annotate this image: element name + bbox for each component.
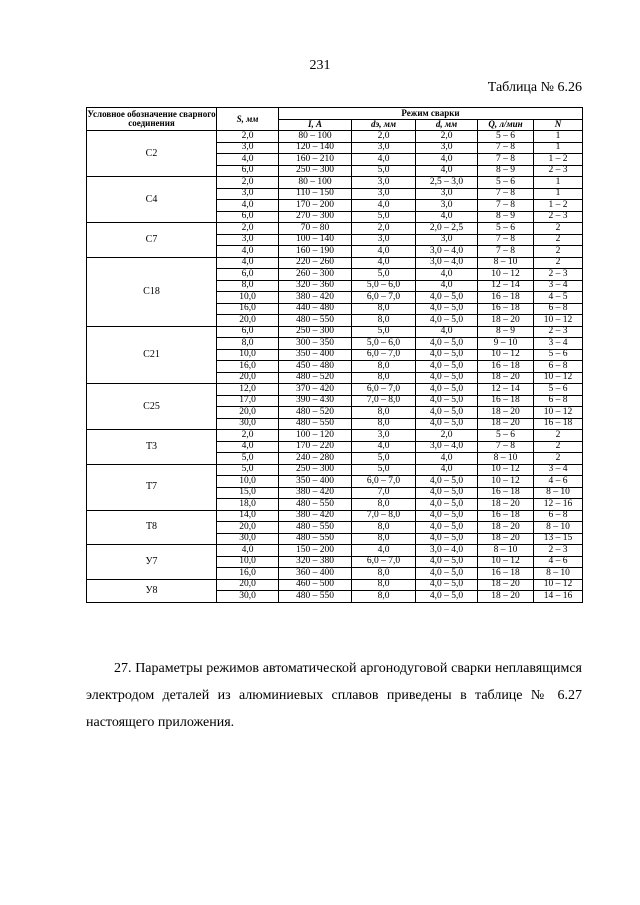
electrode-diameter-cell: 3,0 [352, 234, 416, 246]
gas-flow-cell: 5 – 6 [478, 177, 534, 189]
joint-designation-cell: С2 [87, 131, 217, 177]
current-cell: 300 – 350 [279, 338, 352, 350]
thickness-cell: 3,0 [217, 188, 279, 200]
gas-flow-cell: 8 – 9 [478, 165, 534, 177]
electrode-diameter-cell: 6,0 – 7,0 [352, 292, 416, 304]
current-cell: 380 – 420 [279, 510, 352, 522]
thickness-cell: 20,0 [217, 315, 279, 327]
filler-diameter-cell: 4,0 [416, 453, 478, 465]
thickness-cell: 14,0 [217, 510, 279, 522]
electrode-diameter-cell: 4,0 [352, 246, 416, 258]
passes-cell: 1 – 2 [534, 200, 583, 212]
header-thickness: S, мм [217, 108, 279, 131]
thickness-cell: 4,0 [217, 441, 279, 453]
thickness-cell: 20,0 [217, 407, 279, 419]
passes-cell: 1 [534, 188, 583, 200]
gas-flow-cell: 8 – 9 [478, 211, 534, 223]
gas-flow-cell: 18 – 20 [478, 522, 534, 534]
filler-diameter-cell: 3,0 [416, 142, 478, 154]
passes-cell: 2 [534, 257, 583, 269]
passes-cell: 1 [534, 131, 583, 143]
gas-flow-cell: 18 – 20 [478, 579, 534, 591]
header-designation: Условное обозначение сварного соединения [87, 108, 217, 131]
current-cell: 320 – 380 [279, 556, 352, 568]
thickness-cell: 2,0 [217, 131, 279, 143]
filler-diameter-cell: 4,0 – 5,0 [416, 349, 478, 361]
thickness-cell: 4,0 [217, 545, 279, 557]
thickness-cell: 4,0 [217, 200, 279, 212]
electrode-diameter-cell: 6,0 – 7,0 [352, 476, 416, 488]
filler-diameter-cell: 4,0 – 5,0 [416, 395, 478, 407]
gas-flow-cell: 16 – 18 [478, 361, 534, 373]
electrode-diameter-cell: 7,0 – 8,0 [352, 395, 416, 407]
filler-diameter-cell: 3,0 – 4,0 [416, 246, 478, 258]
passes-cell: 2 [534, 430, 583, 442]
gas-flow-cell: 18 – 20 [478, 407, 534, 419]
body-paragraph: 27. Параметры режимов автоматической аргонодуговой сварки неплавящимся электродом деталей из алюминиевых сплавов приведены в таблице № 6.27 настоящего приложения. [86, 661, 582, 730]
passes-cell: 2 [534, 441, 583, 453]
joint-designation-cell: У7 [87, 545, 217, 580]
filler-diameter-cell: 4,0 – 5,0 [416, 338, 478, 350]
gas-flow-cell: 7 – 8 [478, 246, 534, 258]
electrode-diameter-cell: 7,0 [352, 487, 416, 499]
electrode-diameter-cell: 4,0 [352, 154, 416, 166]
electrode-diameter-cell: 3,0 [352, 188, 416, 200]
current-cell: 170 – 220 [279, 441, 352, 453]
current-cell: 250 – 300 [279, 464, 352, 476]
thickness-cell: 4,0 [217, 246, 279, 258]
passes-cell: 1 [534, 177, 583, 189]
passes-cell: 2 – 3 [534, 545, 583, 557]
joint-designation-cell: С18 [87, 257, 217, 326]
passes-cell: 14 – 16 [534, 591, 583, 603]
thickness-cell: 5,0 [217, 464, 279, 476]
thickness-cell: 30,0 [217, 533, 279, 545]
gas-flow-cell: 7 – 8 [478, 441, 534, 453]
table-row [87, 177, 583, 189]
joint-designation-cell: У8 [87, 579, 217, 602]
header-regime: Режим сварки [279, 108, 583, 120]
filler-diameter-cell: 3,0 – 4,0 [416, 257, 478, 269]
table-body [87, 131, 583, 603]
gas-flow-cell: 16 – 18 [478, 510, 534, 522]
thickness-cell: 8,0 [217, 280, 279, 292]
passes-cell: 6 – 8 [534, 361, 583, 373]
thickness-cell: 10,0 [217, 349, 279, 361]
gas-flow-cell: 10 – 12 [478, 269, 534, 281]
current-cell: 80 – 100 [279, 177, 352, 189]
filler-diameter-cell: 4,0 – 5,0 [416, 315, 478, 327]
gas-flow-cell: 9 – 10 [478, 338, 534, 350]
passes-cell: 10 – 12 [534, 315, 583, 327]
electrode-diameter-cell: 5,0 [352, 464, 416, 476]
passes-cell: 3 – 4 [534, 464, 583, 476]
electrode-diameter-cell: 3,0 [352, 177, 416, 189]
filler-diameter-cell: 4,0 – 5,0 [416, 372, 478, 384]
passes-cell: 2 [534, 223, 583, 235]
electrode-diameter-cell: 5,0 [352, 269, 416, 281]
thickness-cell: 30,0 [217, 418, 279, 430]
passes-cell: 1 [534, 142, 583, 154]
thickness-cell: 8,0 [217, 338, 279, 350]
gas-flow-cell: 7 – 8 [478, 234, 534, 246]
filler-diameter-cell: 2,5 – 3,0 [416, 177, 478, 189]
current-cell: 320 – 360 [279, 280, 352, 292]
filler-diameter-cell: 4,0 [416, 154, 478, 166]
thickness-cell: 2,0 [217, 430, 279, 442]
passes-cell: 8 – 10 [534, 487, 583, 499]
passes-cell: 4 – 5 [534, 292, 583, 304]
gas-flow-cell: 16 – 18 [478, 568, 534, 580]
passes-cell: 2 – 3 [534, 269, 583, 281]
thickness-cell: 6,0 [217, 165, 279, 177]
table-row [87, 384, 583, 396]
gas-flow-cell: 16 – 18 [478, 487, 534, 499]
passes-cell: 6 – 8 [534, 510, 583, 522]
current-cell: 440 – 480 [279, 303, 352, 315]
current-cell: 450 – 480 [279, 361, 352, 373]
electrode-diameter-cell: 8,0 [352, 418, 416, 430]
current-cell: 240 – 280 [279, 453, 352, 465]
current-cell: 380 – 420 [279, 487, 352, 499]
current-cell: 250 – 300 [279, 326, 352, 338]
thickness-cell: 2,0 [217, 177, 279, 189]
current-cell: 480 – 550 [279, 499, 352, 511]
filler-diameter-cell: 4,0 [416, 464, 478, 476]
electrode-diameter-cell: 6,0 – 7,0 [352, 349, 416, 361]
electrode-diameter-cell: 2,0 [352, 223, 416, 235]
thickness-cell: 12,0 [217, 384, 279, 396]
table-row [87, 579, 583, 591]
filler-diameter-cell: 2,0 – 2,5 [416, 223, 478, 235]
page-number: 231 [309, 58, 331, 73]
current-cell: 170 – 200 [279, 200, 352, 212]
thickness-cell: 15,0 [217, 487, 279, 499]
electrode-diameter-cell: 8,0 [352, 372, 416, 384]
filler-diameter-cell: 2,0 [416, 430, 478, 442]
filler-diameter-cell: 4,0 [416, 280, 478, 292]
current-cell: 480 – 550 [279, 522, 352, 534]
passes-cell: 2 – 3 [534, 211, 583, 223]
electrode-diameter-cell: 8,0 [352, 579, 416, 591]
gas-flow-cell: 5 – 6 [478, 430, 534, 442]
current-cell: 350 – 400 [279, 476, 352, 488]
passes-cell: 2 – 3 [534, 165, 583, 177]
current-cell: 220 – 260 [279, 257, 352, 269]
passes-cell: 2 [534, 234, 583, 246]
joint-designation-cell: С4 [87, 177, 217, 223]
electrode-diameter-cell: 8,0 [352, 533, 416, 545]
current-cell: 480 – 550 [279, 418, 352, 430]
filler-diameter-cell: 4,0 – 5,0 [416, 510, 478, 522]
current-cell: 480 – 550 [279, 591, 352, 603]
current-cell: 370 – 420 [279, 384, 352, 396]
current-cell: 80 – 100 [279, 131, 352, 143]
passes-cell: 5 – 6 [534, 349, 583, 361]
gas-flow-cell: 10 – 12 [478, 556, 534, 568]
passes-cell: 3 – 4 [534, 280, 583, 292]
electrode-diameter-cell: 8,0 [352, 568, 416, 580]
gas-flow-cell: 12 – 14 [478, 384, 534, 396]
thickness-cell: 6,0 [217, 326, 279, 338]
thickness-cell: 5,0 [217, 453, 279, 465]
passes-cell: 8 – 10 [534, 522, 583, 534]
thickness-cell: 3,0 [217, 234, 279, 246]
welding-regime-table [86, 107, 583, 603]
thickness-cell: 10,0 [217, 292, 279, 304]
electrode-diameter-cell: 4,0 [352, 257, 416, 269]
gas-flow-cell: 16 – 18 [478, 292, 534, 304]
gas-flow-cell: 10 – 12 [478, 464, 534, 476]
header-passes: N [534, 119, 583, 131]
electrode-diameter-cell: 6,0 – 7,0 [352, 556, 416, 568]
gas-flow-cell: 8 – 10 [478, 453, 534, 465]
filler-diameter-cell: 4,0 [416, 326, 478, 338]
gas-flow-cell: 5 – 6 [478, 223, 534, 235]
table-row [87, 257, 583, 269]
thickness-cell: 16,0 [217, 568, 279, 580]
thickness-cell: 20,0 [217, 579, 279, 591]
filler-diameter-cell: 4,0 – 5,0 [416, 407, 478, 419]
table-row [87, 326, 583, 338]
current-cell: 270 – 300 [279, 211, 352, 223]
filler-diameter-cell: 4,0 – 5,0 [416, 384, 478, 396]
joint-designation-cell: С25 [87, 384, 217, 430]
current-cell: 380 – 420 [279, 292, 352, 304]
thickness-cell: 20,0 [217, 372, 279, 384]
gas-flow-cell: 16 – 18 [478, 395, 534, 407]
header-gas-flow: Q, л/мин [478, 119, 534, 131]
current-cell: 160 – 210 [279, 154, 352, 166]
filler-diameter-cell: 3,0 – 4,0 [416, 545, 478, 557]
thickness-cell: 30,0 [217, 591, 279, 603]
filler-diameter-cell: 4,0 – 5,0 [416, 591, 478, 603]
filler-diameter-cell: 4,0 – 5,0 [416, 556, 478, 568]
gas-flow-cell: 16 – 18 [478, 303, 534, 315]
electrode-diameter-cell: 7,0 – 8,0 [352, 510, 416, 522]
filler-diameter-cell: 4,0 [416, 211, 478, 223]
electrode-diameter-cell: 5,0 [352, 326, 416, 338]
filler-diameter-cell: 4,0 – 5,0 [416, 499, 478, 511]
joint-designation-cell: С7 [87, 223, 217, 258]
gas-flow-cell: 7 – 8 [478, 154, 534, 166]
current-cell: 480 – 520 [279, 372, 352, 384]
electrode-diameter-cell: 4,0 [352, 545, 416, 557]
thickness-cell: 20,0 [217, 522, 279, 534]
current-cell: 160 – 190 [279, 246, 352, 258]
thickness-cell: 3,0 [217, 142, 279, 154]
current-cell: 120 – 140 [279, 142, 352, 154]
joint-designation-cell: Т3 [87, 430, 217, 465]
filler-diameter-cell: 4,0 – 5,0 [416, 522, 478, 534]
gas-flow-cell: 5 – 6 [478, 131, 534, 143]
table-row [87, 545, 583, 557]
electrode-diameter-cell: 5,0 [352, 453, 416, 465]
passes-cell: 5 – 6 [534, 384, 583, 396]
thickness-cell: 17,0 [217, 395, 279, 407]
thickness-cell: 4,0 [217, 154, 279, 166]
electrode-diameter-cell: 2,0 [352, 131, 416, 143]
electrode-diameter-cell: 5,0 [352, 211, 416, 223]
electrode-diameter-cell: 6,0 – 7,0 [352, 384, 416, 396]
table-row [87, 131, 583, 143]
filler-diameter-cell: 4,0 [416, 269, 478, 281]
gas-flow-cell: 18 – 20 [478, 591, 534, 603]
gas-flow-cell: 8 – 10 [478, 257, 534, 269]
filler-diameter-cell: 4,0 – 5,0 [416, 292, 478, 304]
filler-diameter-cell: 4,0 [416, 165, 478, 177]
current-cell: 480 – 550 [279, 315, 352, 327]
passes-cell: 2 [534, 453, 583, 465]
current-cell: 110 – 150 [279, 188, 352, 200]
thickness-cell: 16,0 [217, 361, 279, 373]
filler-diameter-cell: 4,0 – 5,0 [416, 418, 478, 430]
gas-flow-cell: 18 – 20 [478, 315, 534, 327]
electrode-diameter-cell: 8,0 [352, 499, 416, 511]
electrode-diameter-cell: 8,0 [352, 315, 416, 327]
passes-cell: 3 – 4 [534, 338, 583, 350]
gas-flow-cell: 12 – 14 [478, 280, 534, 292]
electrode-diameter-cell: 5,0 – 6,0 [352, 280, 416, 292]
thickness-cell: 2,0 [217, 223, 279, 235]
filler-diameter-cell: 3,0 – 4,0 [416, 441, 478, 453]
current-cell: 150 – 200 [279, 545, 352, 557]
electrode-diameter-cell: 3,0 [352, 430, 416, 442]
current-cell: 260 – 300 [279, 269, 352, 281]
passes-cell: 8 – 10 [534, 568, 583, 580]
electrode-diameter-cell: 5,0 [352, 165, 416, 177]
header-current: I, А [279, 119, 352, 131]
current-cell: 480 – 550 [279, 533, 352, 545]
filler-diameter-cell: 4,0 – 5,0 [416, 361, 478, 373]
passes-cell: 10 – 12 [534, 579, 583, 591]
current-cell: 480 – 520 [279, 407, 352, 419]
electrode-diameter-cell: 4,0 [352, 200, 416, 212]
passes-cell: 10 – 12 [534, 407, 583, 419]
gas-flow-cell: 7 – 8 [478, 200, 534, 212]
thickness-cell: 18,0 [217, 499, 279, 511]
electrode-diameter-cell: 8,0 [352, 522, 416, 534]
filler-diameter-cell: 4,0 – 5,0 [416, 533, 478, 545]
passes-cell: 4 – 6 [534, 556, 583, 568]
passes-cell: 12 – 16 [534, 499, 583, 511]
passes-cell: 1 – 2 [534, 154, 583, 166]
passes-cell: 2 – 3 [534, 326, 583, 338]
passes-cell: 16 – 18 [534, 418, 583, 430]
joint-designation-cell: Т8 [87, 510, 217, 545]
electrode-diameter-cell: 4,0 [352, 441, 416, 453]
electrode-diameter-cell: 5,0 – 6,0 [352, 338, 416, 350]
current-cell: 390 – 430 [279, 395, 352, 407]
electrode-diameter-cell: 8,0 [352, 407, 416, 419]
header-electrode-diameter: dэ, мм [352, 119, 416, 131]
current-cell: 100 – 140 [279, 234, 352, 246]
filler-diameter-cell: 4,0 – 5,0 [416, 303, 478, 315]
current-cell: 460 – 500 [279, 579, 352, 591]
current-cell: 350 – 400 [279, 349, 352, 361]
header-filler-diameter: d, мм [416, 119, 478, 131]
filler-diameter-cell: 3,0 [416, 188, 478, 200]
thickness-cell: 6,0 [217, 211, 279, 223]
passes-cell: 13 – 15 [534, 533, 583, 545]
filler-diameter-cell: 2,0 [416, 131, 478, 143]
gas-flow-cell: 18 – 20 [478, 533, 534, 545]
filler-diameter-cell: 4,0 – 5,0 [416, 568, 478, 580]
filler-diameter-cell: 3,0 [416, 200, 478, 212]
filler-diameter-cell: 4,0 – 5,0 [416, 579, 478, 591]
gas-flow-cell: 10 – 12 [478, 349, 534, 361]
gas-flow-cell: 18 – 20 [478, 418, 534, 430]
table-row [87, 464, 583, 476]
current-cell: 70 – 80 [279, 223, 352, 235]
thickness-cell: 6,0 [217, 269, 279, 281]
joint-designation-cell: Т7 [87, 464, 217, 510]
table-row [87, 223, 583, 235]
passes-cell: 6 – 8 [534, 303, 583, 315]
passes-cell: 2 [534, 246, 583, 258]
gas-flow-cell: 8 – 10 [478, 545, 534, 557]
filler-diameter-cell: 4,0 – 5,0 [416, 487, 478, 499]
table-row [87, 430, 583, 442]
current-cell: 250 – 300 [279, 165, 352, 177]
gas-flow-cell: 10 – 12 [478, 476, 534, 488]
current-cell: 100 – 120 [279, 430, 352, 442]
filler-diameter-cell: 3,0 [416, 234, 478, 246]
gas-flow-cell: 8 – 9 [478, 326, 534, 338]
gas-flow-cell: 7 – 8 [478, 188, 534, 200]
gas-flow-cell: 7 – 8 [478, 142, 534, 154]
electrode-diameter-cell: 8,0 [352, 361, 416, 373]
electrode-diameter-cell: 8,0 [352, 303, 416, 315]
table-row [87, 510, 583, 522]
gas-flow-cell: 18 – 20 [478, 499, 534, 511]
electrode-diameter-cell: 8,0 [352, 591, 416, 603]
thickness-cell: 10,0 [217, 476, 279, 488]
passes-cell: 10 – 12 [534, 372, 583, 384]
passes-cell: 6 – 8 [534, 395, 583, 407]
thickness-cell: 10,0 [217, 556, 279, 568]
current-cell: 360 – 400 [279, 568, 352, 580]
thickness-cell: 16,0 [217, 303, 279, 315]
gas-flow-cell: 18 – 20 [478, 372, 534, 384]
filler-diameter-cell: 4,0 – 5,0 [416, 476, 478, 488]
joint-designation-cell: С21 [87, 326, 217, 384]
passes-cell: 4 – 6 [534, 476, 583, 488]
electrode-diameter-cell: 3,0 [352, 142, 416, 154]
thickness-cell: 4,0 [217, 257, 279, 269]
table-caption: Таблица № 6.26 [487, 80, 582, 95]
